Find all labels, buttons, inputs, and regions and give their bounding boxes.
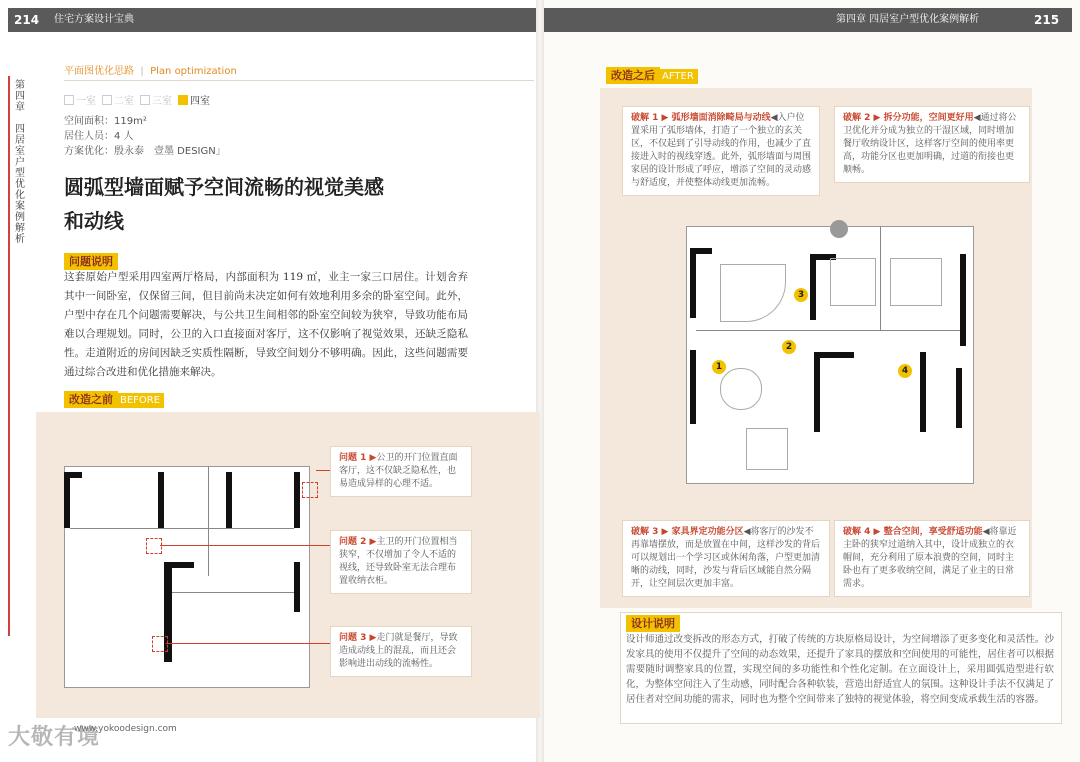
- wall: [294, 562, 300, 612]
- headline-line-2: 和动线: [64, 209, 124, 233]
- solution-1-heading: 破解 1 ▶ 弧形墙面消除畸局与动线: [631, 113, 771, 123]
- page-headline: [64, 170, 424, 238]
- vertical-chapter-char: 析: [15, 234, 25, 245]
- wall: [158, 472, 164, 528]
- wall: [294, 472, 300, 528]
- vertical-chapter-char: 解: [15, 223, 25, 234]
- vertical-chapter-char: 例: [15, 212, 25, 223]
- wall: [64, 472, 70, 528]
- wall: [920, 352, 926, 432]
- room-count-tabs: [64, 92, 210, 107]
- solution-3-text: ◀将客厅的沙发不再靠墙摆放，而是放置在中间，这样沙发的背后可以规划出一个学习区或休闲角落，户型更加清晰的动线，同时，沙发与背后区域能自然分隔开，让空间层次更加丰富。: [631, 527, 821, 589]
- after-label: [606, 64, 698, 83]
- section-title-cn: 平面图优化思路: [64, 66, 134, 77]
- wall: [810, 254, 816, 320]
- issue-marker-2: [146, 538, 162, 554]
- wall: [956, 368, 962, 428]
- wall: [690, 350, 696, 424]
- left-book-title: 住宅方案设计宝典: [54, 14, 134, 25]
- wall: [164, 562, 194, 568]
- wall: [814, 352, 854, 358]
- plan-outline: [64, 466, 310, 688]
- section-title: [64, 62, 237, 77]
- info-residents: 居住人员：4 人: [64, 131, 134, 142]
- vertical-chapter-char: 优: [15, 179, 25, 190]
- solution-3-heading: 破解 3 ▶ 家具界定功能分区: [631, 527, 744, 537]
- solution-marker-3: 3: [794, 288, 808, 302]
- tab-two-room: 二室: [102, 92, 134, 107]
- wall: [226, 472, 232, 528]
- watermark: 大敬有境: [8, 725, 101, 750]
- solution-2-text: ◀通过将公卫优化并分成为独立的干湿区域，同时增加餐厅收纳设计区，这样客厅空间的使用率更高，功能分区也更加明确，过道的衔接也更顺畅。: [843, 113, 1017, 175]
- tab-checkbox: [64, 95, 74, 105]
- vertical-chapter-char: 第: [15, 80, 25, 91]
- balcony: [746, 428, 788, 470]
- section-divider: |: [137, 66, 147, 77]
- bed-1: [830, 258, 876, 306]
- solution-marker-1: 1: [712, 360, 726, 374]
- vertical-chapter-char: 室: [15, 146, 25, 157]
- before-label-cn: 改造之前: [64, 391, 118, 408]
- solution-1-box: [622, 106, 820, 196]
- tab-three-room: 三室: [140, 92, 172, 107]
- tab-checkbox: [178, 95, 188, 105]
- vertical-chapter-char: 案: [15, 201, 25, 212]
- solution-2-box: [834, 106, 1030, 183]
- solution-marker-2: 2: [782, 340, 796, 354]
- solution-2-heading: 破解 2 ▶ 拆分功能，空间更好用: [843, 113, 974, 123]
- issue-1-box: [330, 446, 472, 497]
- issue-2-text: 主卫的开门位置相当狭窄，不仅增加了令人不适的视线，还导致卧室无法合理布置收纳衣柜。: [339, 537, 458, 586]
- issue-marker-1: [302, 482, 318, 498]
- vertical-chapter-char: 居: [15, 135, 25, 146]
- tab-four-room: 四室: [178, 92, 210, 107]
- issue-connector: [316, 470, 330, 471]
- issue-1-heading: 问题 1 ▶: [339, 453, 377, 463]
- after-floor-plan: [680, 218, 980, 488]
- tab-checkbox: [102, 95, 112, 105]
- partition-line: [880, 226, 881, 330]
- wall: [960, 254, 966, 346]
- headline-line-1: 圆弧型墙面赋予空间流畅的视觉美感: [64, 175, 384, 199]
- design-body: 设计师通过改变拆改的形态方式，打破了传统的方块原格局设计，为空间增添了更多变化和灵活性。沙发家具的使用不仅提升了空间的动态效果，还提升了家具的摆放和空间使用的可能性，居住者可以根据需要随时调整家具的位置，实现空间的多功能性和个性化定制。在立面设计上，采用圆弧造型进行软化，为整体空间注入了生动感，同时配合各种软装，营造出舒适宜人的氛围。这种设计手法不仅满足了居住者对空间功能的需求，同时也为整个空间带来了独特的视觉体验，将空间变成承载生活的容器。: [626, 634, 1054, 705]
- issue-marker-3: [152, 636, 168, 652]
- wall: [814, 352, 820, 432]
- solution-4-box: [834, 520, 1030, 597]
- problem-label: 问题说明: [64, 250, 118, 269]
- solution-4-heading: 破解 4 ▶ 整合空间，享受舒适功能: [843, 527, 983, 537]
- before-floor-plan: [58, 446, 314, 696]
- before-label: [64, 388, 164, 407]
- vertical-chapter-char: 章: [15, 102, 25, 113]
- issue-2-box: [330, 530, 472, 594]
- section-rule: [64, 80, 534, 81]
- issue-connector: [160, 545, 330, 546]
- info-area: 空间面积：119m²: [64, 116, 147, 127]
- solution-3-box: [622, 520, 830, 597]
- dining-table: [720, 368, 762, 410]
- vertical-chapter-char: [8, 113, 32, 124]
- vertical-chapter-char: 户: [15, 157, 25, 168]
- left-page-number: 214: [14, 13, 40, 27]
- right-chapter-title: 第四章 四居室户型优化案例解析: [836, 14, 980, 25]
- bed-2: [890, 258, 942, 306]
- after-label-en: AFTER: [658, 69, 698, 84]
- right-page-header-bar: [544, 8, 1072, 32]
- issue-connector: [166, 643, 330, 644]
- design-label: 设计说明: [626, 612, 680, 631]
- vertical-chapter-char: 四: [15, 91, 25, 102]
- before-label-en: BEFORE: [116, 393, 164, 408]
- wall: [690, 248, 696, 318]
- solution-marker-4: 4: [898, 364, 912, 378]
- partition-line: [208, 466, 209, 576]
- vertical-chapter-char: 四: [15, 124, 25, 135]
- after-label-cn: 改造之后: [606, 67, 660, 84]
- tab-checkbox: [140, 95, 150, 105]
- info-designer: 方案优化：殷永泰 壹墨 DESIGN」: [64, 146, 226, 157]
- solution-1-text: ◀入户位置采用了弧形墙体，打造了一个独立的玄关区，不仅起到了引导动线的作用，也减少了直接进入时的视线穿透。此外，弧形墙面与周围家居的设计形成了呼应，增添了空间的灵动感与舒适度，并使整体动线更加流畅。: [631, 113, 812, 188]
- issue-3-heading: 问题 3 ▶: [339, 633, 377, 643]
- vertical-chapter-label: [8, 80, 32, 420]
- wall: [690, 248, 712, 254]
- issue-2-heading: 问题 2 ▶: [339, 537, 377, 547]
- problem-body: 这套原始户型采用四室两厅格局，内部面积为 119 ㎡，业主一家三口居住。计划舍弃其中一间卧室，仅保留三间，但目前尚未决定如何有效地利用多余的卧室空间。此外，户型中存在几个问题需要解决，与公共卫生间相邻的卧室空间较为狭窄，导致功能布局难以合理规划。同时，公卫的入口直接面对客厅，这不仅影响了视觉效果，还缺乏隐私性。走道附近的房间因缺乏实质性隔断，导致空间划分不够明确。因此，这些问题需要通过综合改进和优化措施来解决。: [64, 271, 468, 378]
- tab-one-room: 一室: [64, 92, 96, 107]
- partition-line: [696, 330, 960, 331]
- footer-url: www.yokoodesign.com: [74, 724, 177, 734]
- vertical-chapter-char: 型: [15, 168, 25, 179]
- plant-icon: [830, 220, 848, 238]
- wall: [64, 472, 82, 478]
- right-page-number: 215: [1034, 13, 1060, 27]
- issue-3-box: [330, 626, 472, 677]
- partition-line: [172, 592, 294, 593]
- issue-1-text: 公卫的开门位置直面客厅，这不仅缺乏隐私性，也易造成异样的心理不适。: [339, 453, 458, 489]
- vertical-chapter-char: 化: [15, 190, 25, 201]
- solution-4-text: ◀将靠近主卧的狭窄过道纳入其中，设计成独立的衣帽间，充分利用了原本浪费的空间，同时主卧也有了更多收纳空间，满足了业主的日常需求。: [843, 527, 1017, 589]
- issue-3-text: 走门就是餐厅，导致造成动线上的混乱，而且还会影响进出动线的流畅性。: [339, 633, 458, 669]
- section-title-en: Plan optimization: [150, 66, 237, 77]
- partition-line: [70, 528, 294, 529]
